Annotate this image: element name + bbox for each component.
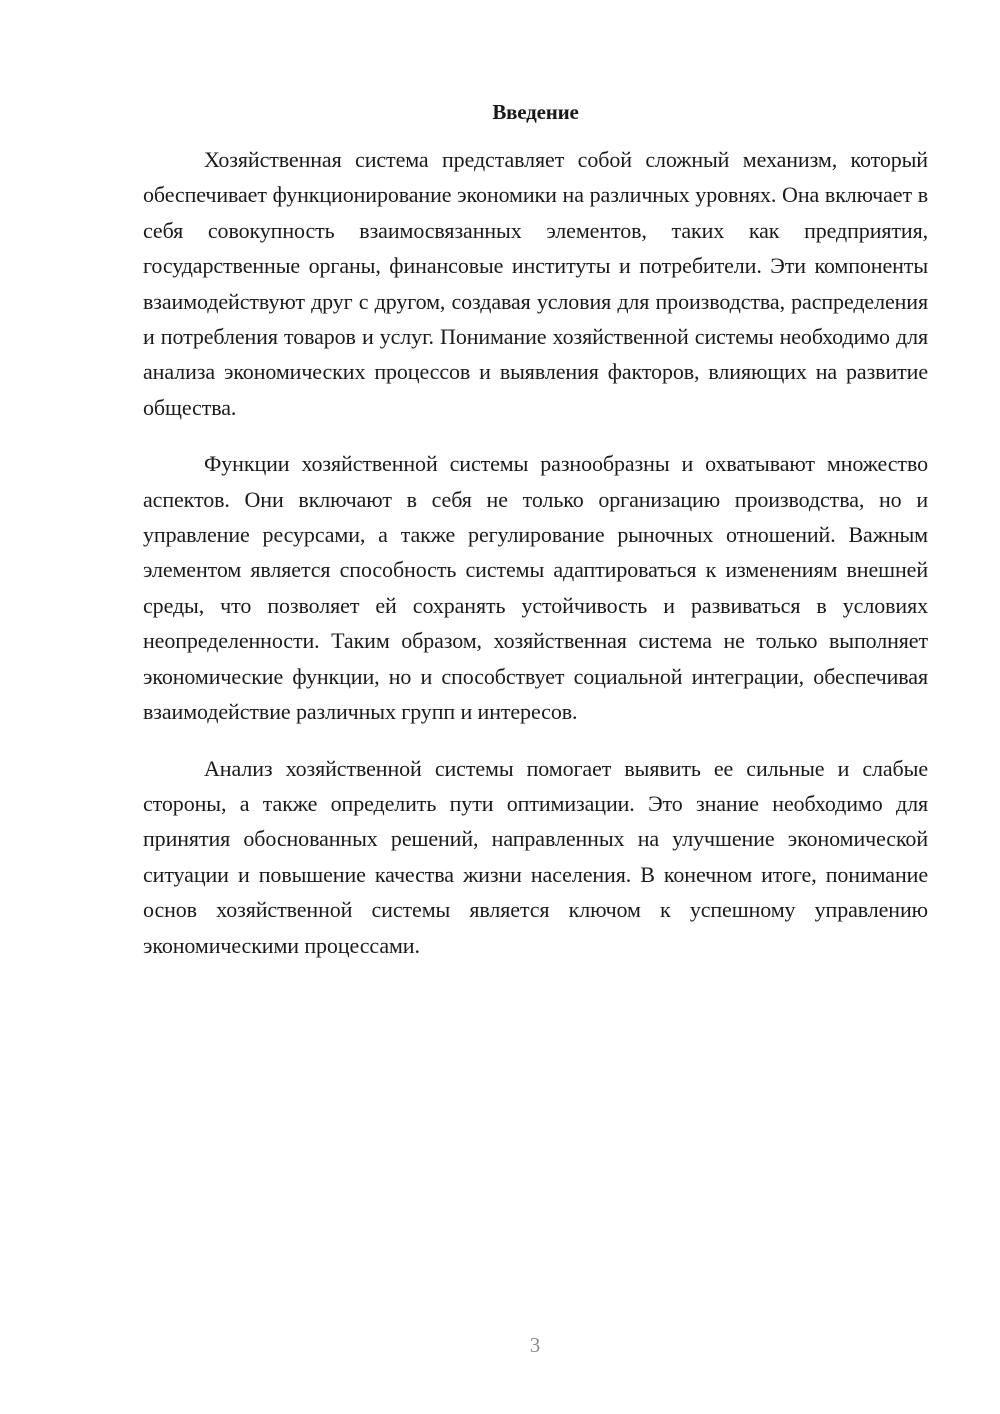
paragraph-intro: Хозяйственная система представляет собой сложный механизм, который обеспечивает функционирование экономики на различных уровнях. Она включает в себя совокупность взаимосвязанных элементов, таких как предприятия, государственные органы, финансовые институты и потребители. Эти компоненты взаимодействуют друг с другом, создавая условия для производства, распределения и потребления товаров и услуг. Понимание хозяйственной системы необходимо для анализа экономических процессов и выявления факторов, влияющих на развитие общества. [143,147,928,420]
document-body [143,142,928,984]
page-number: 3 [529,1333,541,1357]
paragraph-analysis: Анализ хозяйственной системы помогает выявить ее сильные и слабые стороны, а также определить пути оптимизации. Это знание необходимо для принятия обоснованных решений, направленных на улучшение экономической ситуации и повышение качества жизни населения. В конечном итоге, понимание основ хозяйственной системы является ключом к успешному управлению экономическими процессами. [143,755,928,958]
page-title: Введение [492,100,579,124]
paragraph-functions: Функции хозяйственной системы разнообразны и охватывают множество аспектов. Они включают в себя не только организацию производства, но и управление ресурсами, а также регулирование рыночных отношений. Важным элементом является способность системы адаптироваться к изменениям внешней среды, что позволяет ей сохранять устойчивость и развиваться в условиях неопределенности. Таким образом, хозяйственная система не только выполняет экономические функции, но и способствует социальной интеграции, обеспечивая взаимодействие различных групп и интересов. [143,451,928,725]
